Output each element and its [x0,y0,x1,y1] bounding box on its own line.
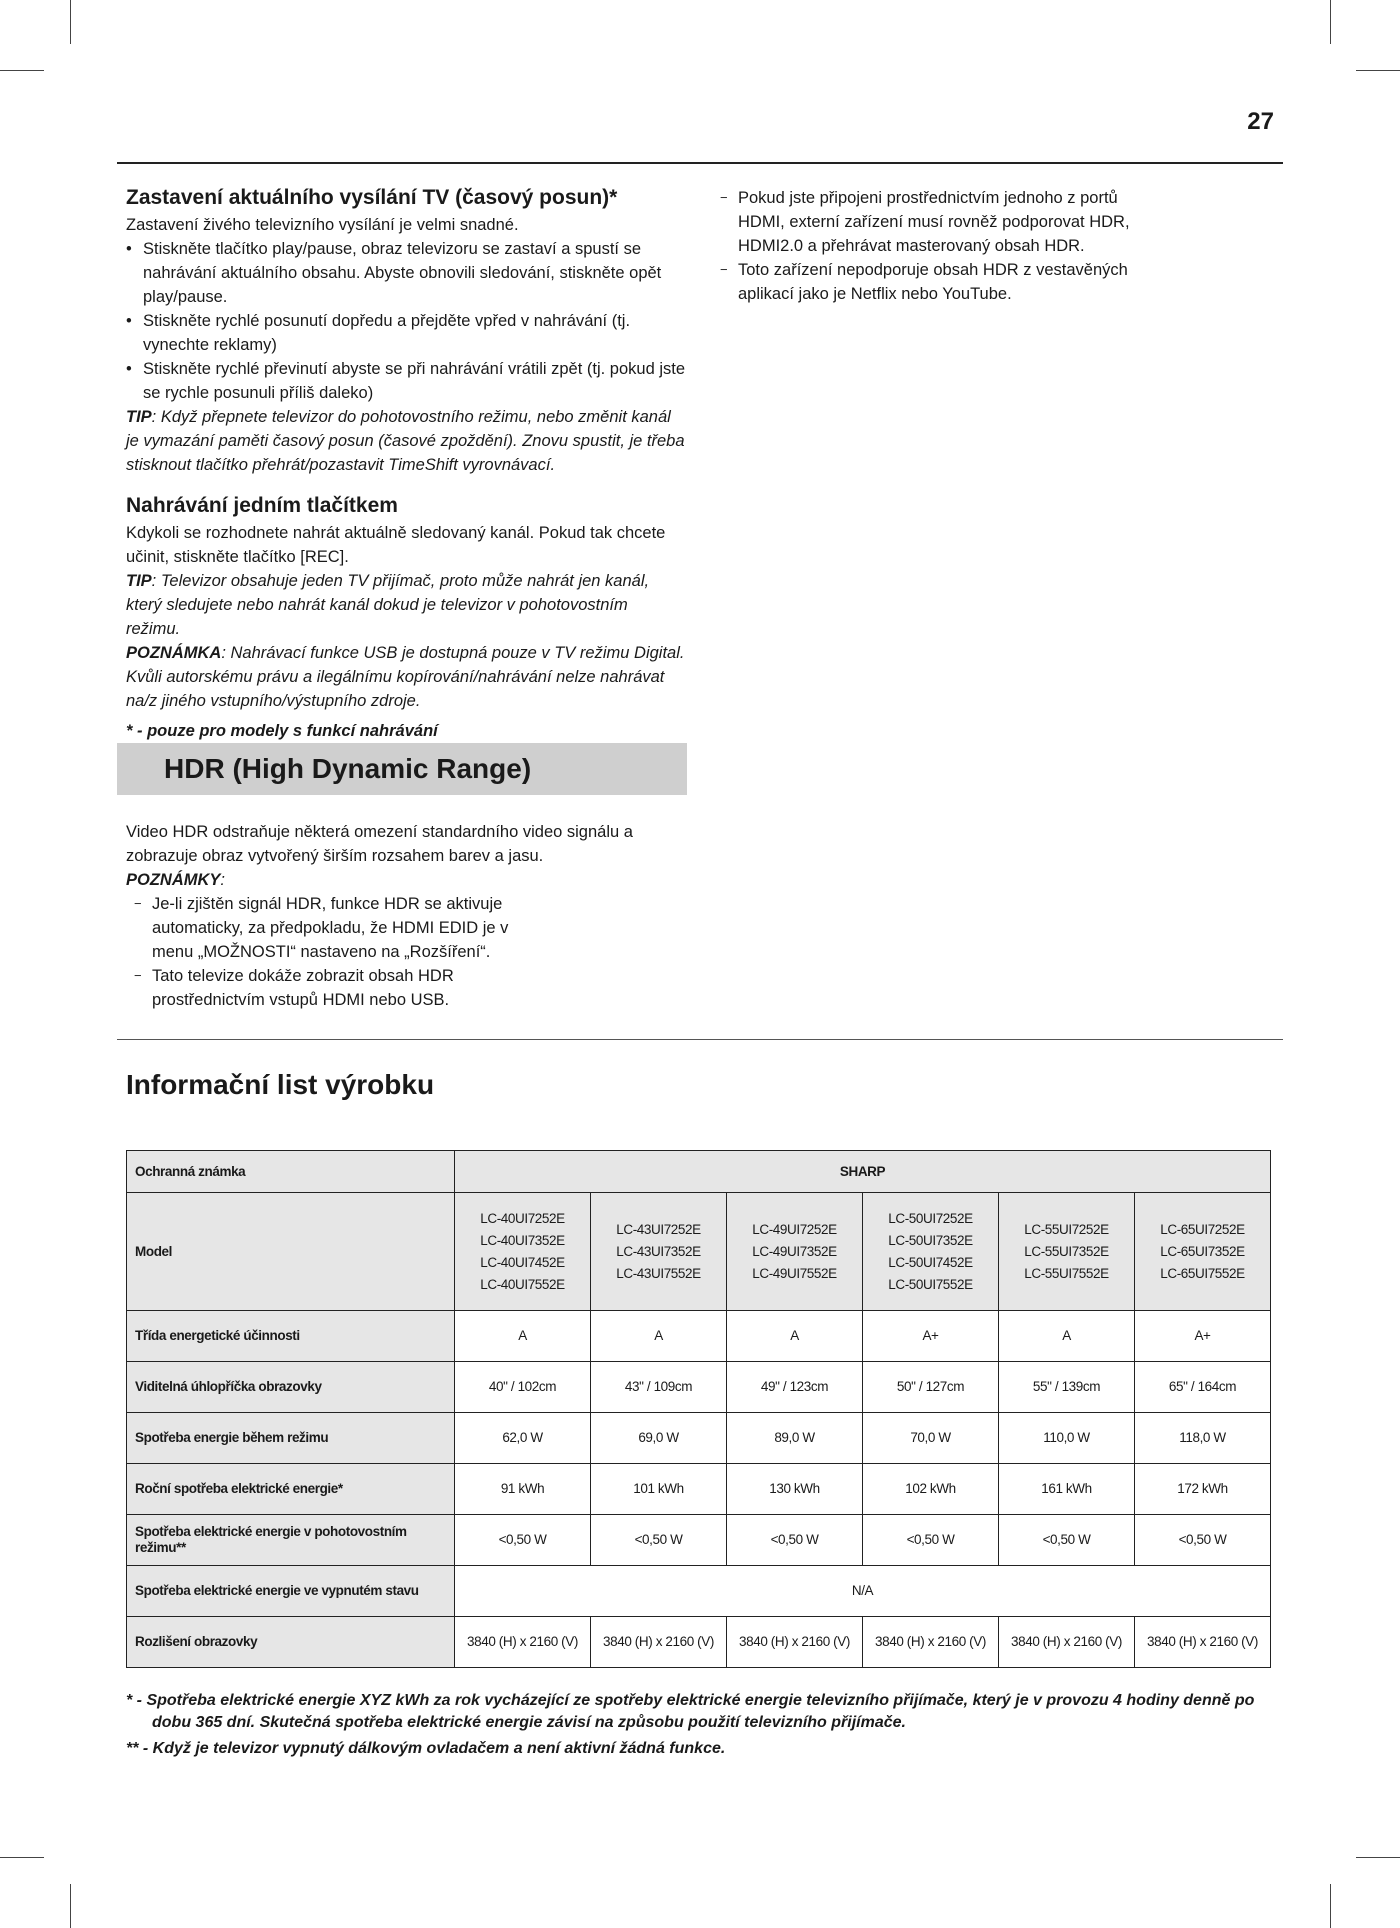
crop-mark [0,1857,44,1858]
hdr-notes-list [126,892,546,1012]
table-row: Spotřeba energie během režimu 62,0 W 69,0 W 89,0 W 70,0 W 110,0 W 118,0 W [127,1413,1271,1464]
table-row [127,1151,1271,1193]
table-row: Viditelná úhlopříčka obrazovky 40" / 102cm 43" / 109cm 49" / 123cm 50" / 127cm 55" / 139cm 65" / 164cm [127,1362,1271,1413]
model-cell: LC-49UI7252E LC-49UI7352E LC-49UI7552E [727,1193,863,1311]
hdr-section-banner [117,743,687,795]
crop-mark [1330,0,1331,44]
off-mode-value: N/A [455,1566,1271,1617]
left-column [126,183,686,743]
hdr-notes-label: POZNÁMKY: [126,871,226,889]
footnote: * - Spotřeba elektrické energie XYZ kWh za rok vycházející ze spotřeby elektrické energie televizního přijímače, který je v provozu 4 hodiny denně po dobu 365 dní. Skutečná spotřeba elektrické energie závisí na způsobu použití televizního přijímače. [126,1692,1255,1731]
hdr-notes-list-continued [712,186,1152,306]
timeshift-tip [126,405,686,477]
tip-label: TIP [126,572,152,590]
list-item: • Stiskněte rychlé převinutí abyste se při nahrávání vrátili zpět (tj. pokud jste se rychle posunuli příliš daleko) [126,357,686,405]
hdr-column [126,820,686,1012]
crop-mark [70,0,71,44]
crop-mark [1356,1857,1400,1858]
tip-text: : Když přepnete televizor do pohotovostního režimu, nebo změnit kanál je vymazání paměti časový posun (časové zpoždění). Znovu spustit, je třeba stisknout tlačítko přehrát/pozastavit TimeShift vyrovnávací. [126,408,685,474]
page-number: 27 [1247,108,1274,135]
table-row [127,1566,1271,1617]
section-rule [117,1039,1283,1040]
top-rule [117,162,1283,164]
note-text: : Nahrávací funkce USB je dostupná pouze v TV režimu Digital. Kvůli autorskému právu a ilegálnímu kopírování/nahrávání nelze nahrávat na/z jiného vstupního/výstupního zdroje. [126,644,685,710]
model-cell: LC-55UI7252E LC-55UI7352E LC-55UI7552E [999,1193,1135,1311]
list-item: • Stiskněte rychlé posunutí dopředu a přejděte vpřed v nahrávání (tj. vynechte reklamy) [126,309,686,357]
tip-label: TIP [126,408,152,426]
list-item: − Toto zařízení nepodporuje obsah HDR z vestavěných aplikací jako je Netflix nebo YouTube. [712,258,1152,306]
tip-text: : Televizor obsahuje jeden TV přijímač, proto může nahrát jen kanál, který sledujete nebo nahrát kanál dokud je televizor v pohotovostním režimu. [126,572,650,638]
crop-mark [1356,70,1400,71]
recording-footnote: * - pouze pro modely s funkcí nahrávání [126,722,438,740]
right-column [712,186,1152,306]
resolution-label: Rozlišení obrazovky [127,1617,455,1668]
list-item: − Je-li zjištěn signál HDR, funkce HDR se aktivuje automaticky, za předpokladu, že HDMI EDID je v menu „MOŽNOSTI“ nastaveno na „Rozšíření“. [126,892,546,964]
model-cell: LC-40UI7252E LC-40UI7352E LC-40UI7452E LC-40UI7552E [455,1193,591,1311]
list-item: − Pokud jste připojeni prostřednictvím jednoho z portů HDMI, externí zařízení musí rovněž podporovat HDR, HDMI2.0 a přehrávat masterovaný obsah HDR. [712,186,1152,258]
table-row [127,1193,1271,1311]
list-item: • Stiskněte tlačítko play/pause, obraz televizoru se zastaví a spustí se nahrávání aktuálního obsahu. Abyste obnovili sledování, stiskněte opět play/pause. [126,237,686,309]
crop-mark [0,70,44,71]
one-touch-heading: Nahrávání jedním tlačítkem [126,494,398,517]
model-label: Model [127,1193,455,1311]
model-cell: LC-43UI7252E LC-43UI7352E LC-43UI7552E [591,1193,727,1311]
table-row: Třída energetické účinnosti A A A A+ A A+ [127,1311,1271,1362]
brand-value: SHARP [455,1151,1271,1193]
table-row: Spotřeba elektrické energie v pohotovostním režimu** <0,50 W <0,50 W <0,50 W <0,50 W <0,50 W <0,50 W [127,1515,1271,1566]
table-row: Rozlišení obrazovky 3840 (H) x 2160 (V) 3840 (H) x 2160 (V) 3840 (H) x 2160 (V) 3840 (H) x 2160 (V) 3840 (H) x 2160 (V) 3840 (H) x 2160 (V) [127,1617,1271,1668]
one-touch-tip [126,569,686,641]
brand-label: Ochranná známka [127,1151,455,1193]
table-footnotes [126,1690,1276,1760]
product-info-table [126,1150,1271,1668]
hdr-heading: HDR (High Dynamic Range) [164,753,532,784]
timeshift-bullet-list [126,237,686,405]
crop-mark [1330,1884,1331,1928]
one-touch-note [126,641,686,713]
model-cell: LC-65UI7252E LC-65UI7352E LC-65UI7552E [1135,1193,1271,1311]
list-item: − Tato televize dokáže zobrazit obsah HDR prostřednictvím vstupů HDMI nebo USB. [126,964,546,1012]
hdr-text: Video HDR odstraňuje některá omezení standardního video signálu a zobrazuje obraz vytvořený širším rozsahem barev a jasu. [126,823,633,865]
product-sheet-title: Informační list výrobku [126,1069,435,1100]
model-cell: LC-50UI7252E LC-50UI7352E LC-50UI7452E LC-50UI7552E [863,1193,999,1311]
note-label: POZNÁMKA [126,644,222,662]
timeshift-intro: Zastavení živého televizního vysílání je velmi snadné. [126,216,519,234]
off-mode-label: Spotřeba elektrické energie ve vypnutém stavu [127,1566,455,1617]
timeshift-heading: Zastavení aktuálního vysílání TV (časový posun)* [126,186,618,209]
crop-mark [70,1884,71,1928]
one-touch-text: Kdykoli se rozhodnete nahrát aktuálně sledovaný kanál. Pokud tak chcete učinit, stiskněte tlačítko [REC]. [126,524,666,566]
footnote: ** - Když je televizor vypnutý dálkovým ovladačem a není aktivní žádná funkce. [126,1740,726,1757]
table-row: Roční spotřeba elektrické energie* 91 kWh 101 kWh 130 kWh 102 kWh 161 kWh 172 kWh [127,1464,1271,1515]
